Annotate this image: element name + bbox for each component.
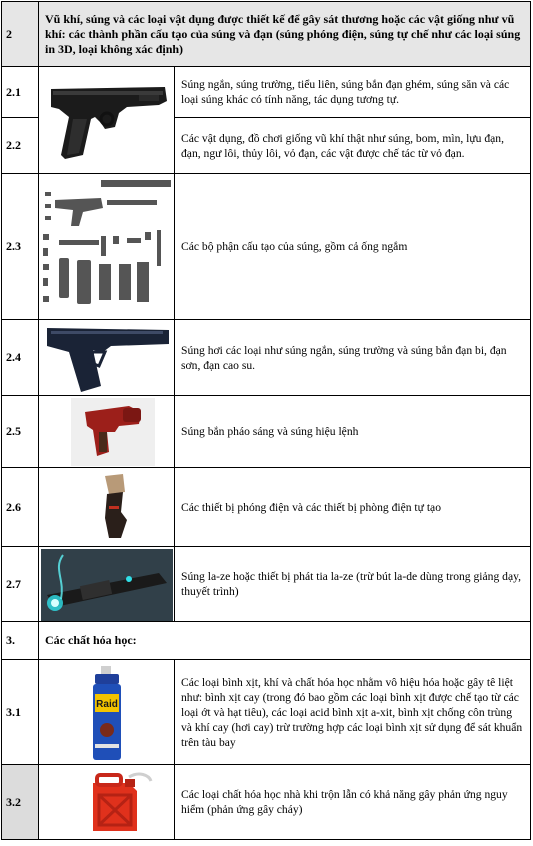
jerrycan-image-cell [39,765,175,840]
gun-parts-image [41,178,173,316]
row-number: 2.3 [2,174,39,320]
row-description: Súng bắn pháo sáng và súng hiệu lệnh [175,396,531,468]
row-description: Các loại chất hóa học nhà khi trộn lẫn có khả năng gây phản ứng nguy hiểm (phản ứng gây cháy) [175,765,531,840]
flare-gun-image-cell [39,396,175,468]
section-heading: Vũ khí, súng và các loại vật dụng được thiết kế để gây sát thương hoặc các vật giống như vũ khí: các thành phần cấu tạo của súng và đạn (súng phóng điện, súng tự chế như các loại súng in 3D, loại không xác định) [39,2,531,67]
row-description: Các loại bình xịt, khí và chất hóa học nhằm vô hiệu hóa hoặc gây tê liệt như: bình xịt cay (trong đó bao gồm các loại bình xịt được chế tạo từ các loại ớt và hạt tiêu), các loại acid bình xịt a-xit, bình xịt chống côn trùng và khí cay (hơi cay) trừ trường hợp các loại bình xịt sử dụng để sát khuẩn trên tàu bay [175,660,531,765]
air-pistol-image [43,322,171,394]
red-jerrycan-image [83,769,153,835]
row-description: Súng hơi các loại như súng ngắn, súng trường và súng bắn đạn bi, đạn sơn, đạn cao su. [175,320,531,396]
table-row-3-2 [2,765,531,840]
pistol-image-cell [39,67,175,174]
pistol-image [39,67,175,174]
row-description: Các bộ phận cấu tạo của súng, gồm cả ống ngắm [175,174,531,320]
prohibited-items-table [1,1,531,840]
row-number: 2.4 [2,320,39,396]
spray-brand-label: Raid [96,699,118,710]
gun-parts-image-cell [39,174,175,320]
stun-gun-image-cell [39,468,175,547]
row-description: Súng la-ze hoặc thiết bị phát tia la-ze (trừ bút la-de dùng trong giảng dạy, thuyết trình) [175,547,531,622]
section-row-2 [2,2,531,67]
laser-device-image-cell [39,547,175,622]
flare-gun-image [79,402,149,460]
insect-spray-can-image [89,664,125,762]
row-description: Súng ngắn, súng trường, tiểu liên, súng bắn đạn ghém, súng săn và các loại súng khác có tính năng, tác dụng tương tự. [175,67,531,118]
spray-can-image-cell [39,660,175,765]
row-number: 2.1 [2,67,39,118]
row-number: 3.2 [2,765,39,840]
row-description: Các vật dụng, đồ chơi giống vũ khí thật như súng, bom, mìn, lựu đạn, đạn, ngư lôi, thủy lôi, vỏ đạn, các vật được chế tác từ vỏ đạn. [175,118,531,174]
air-pistol-image-cell [39,320,175,396]
row-description: Các thiết bị phóng điện và các thiết bị phòng điện tự tạo [175,468,531,547]
table-row-2-5 [2,396,531,468]
row-number: 2 [2,2,39,67]
laser-device-image [41,549,173,621]
row-number: 2.5 [2,396,39,468]
table-row-2-6 [2,468,531,547]
row-number: 2.2 [2,118,39,174]
row-number: 2.7 [2,547,39,622]
row-number: 2.6 [2,468,39,547]
table-row-2-4 [2,320,531,396]
table-row-2-3 [2,174,531,320]
table-row-2-1 [2,67,531,118]
section-row-3 [2,622,531,660]
row-number: 3. [2,622,39,660]
section-heading: Các chất hóa học: [39,622,531,660]
row-number: 3.1 [2,660,39,765]
stun-gun-image [95,472,131,542]
table-row-3-1 [2,660,531,765]
table-row-2-7 [2,547,531,622]
